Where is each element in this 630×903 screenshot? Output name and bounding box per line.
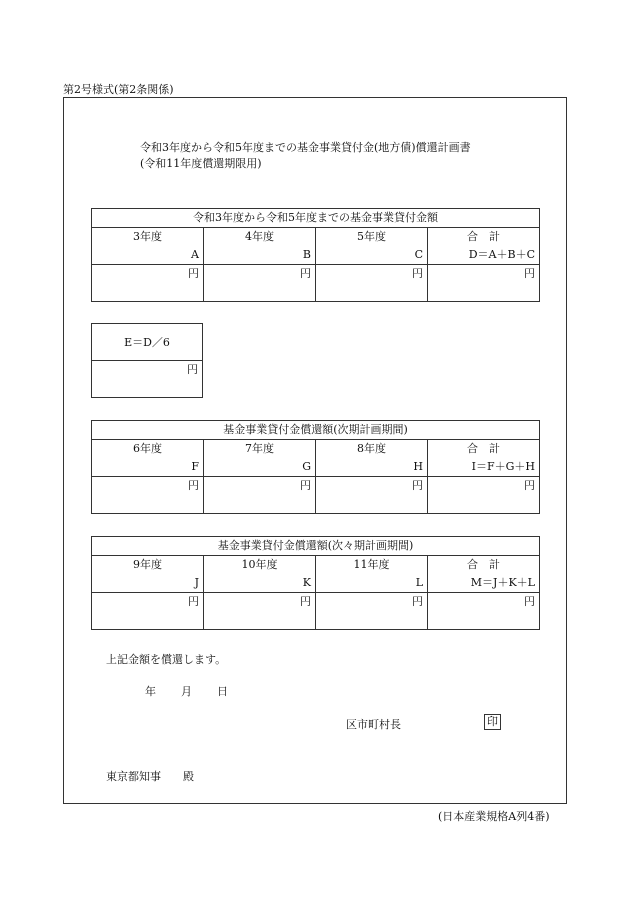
table3-label: J — [92, 574, 204, 593]
table3-header: 基金事業貸付金償還額(次々期計画期間) — [92, 537, 540, 556]
table2-value-cell[interactable]: 円 — [316, 477, 428, 514]
table1-year: 3年度 — [92, 228, 204, 247]
date-month: 月 — [181, 685, 192, 698]
table3-value-cell[interactable]: 円 — [316, 593, 428, 630]
seal-mark — [484, 714, 501, 730]
table2-value-cell[interactable]: 円 — [204, 477, 316, 514]
e-value-cell[interactable]: 円 — [92, 361, 203, 398]
table3-value-cell[interactable]: 円 — [204, 593, 316, 630]
table3-value-cell[interactable]: 円 — [92, 593, 204, 630]
table3-year: 11年度 — [316, 556, 428, 575]
table3-label: K — [204, 574, 316, 593]
table1-value-cell[interactable]: 円 — [204, 265, 316, 302]
addressee: 東京都知事 殿 — [106, 770, 194, 783]
table2-value-cell[interactable]: 円 — [92, 477, 204, 514]
table1-year: 合 計 — [428, 228, 540, 247]
table1-value-cell[interactable]: 円 — [92, 265, 204, 302]
date-day: 日 — [217, 685, 228, 698]
table1-label: D＝A＋B＋C — [428, 246, 540, 265]
table2-label: F — [92, 458, 204, 477]
table1-value-cell[interactable]: 円 — [316, 265, 428, 302]
repayment-statement: 上記金額を償還します。 — [106, 653, 227, 666]
loan-amount-table — [91, 208, 540, 302]
date-year: 年 — [145, 685, 156, 698]
paper-size-note: (日本産業規格A列4番) — [438, 810, 550, 823]
document-subtitle: (令和11年度償還期限用) — [140, 157, 262, 170]
table2-year: 8年度 — [316, 440, 428, 459]
table1-label: C — [316, 246, 428, 265]
signer-title: 区市町村長 — [346, 718, 401, 731]
table1-year: 5年度 — [316, 228, 428, 247]
table1-label: B — [204, 246, 316, 265]
table3-year: 合 計 — [428, 556, 540, 575]
form-label: 第2号様式(第2条関係) — [63, 83, 174, 96]
table2-label: G — [204, 458, 316, 477]
annual-amount-box — [91, 323, 203, 398]
table1-year: 4年度 — [204, 228, 316, 247]
following-period-table — [91, 536, 540, 630]
table1-value-cell[interactable]: 円 — [428, 265, 540, 302]
table3-year: 10年度 — [204, 556, 316, 575]
table2-label: H — [316, 458, 428, 477]
table3-year: 9年度 — [92, 556, 204, 575]
table2-header: 基金事業貸付金償還額(次期計画期間) — [92, 421, 540, 440]
seal-label: 印 — [484, 714, 501, 730]
table2-value-cell[interactable]: 円 — [428, 477, 540, 514]
table3-label: M＝J＋K＋L — [428, 574, 540, 593]
table3-label: L — [316, 574, 428, 593]
table2-year: 合 計 — [428, 440, 540, 459]
table2-year: 7年度 — [204, 440, 316, 459]
table2-label: I＝F＋G＋H — [428, 458, 540, 477]
table1-label: A — [92, 246, 204, 265]
document-title: 令和3年度から令和5年度までの基金事業貸付金(地方債)償還計画書 — [140, 141, 471, 154]
next-period-table — [91, 420, 540, 514]
table1-header: 令和3年度から令和5年度までの基金事業貸付金額 — [92, 209, 540, 228]
table2-year: 6年度 — [92, 440, 204, 459]
e-formula: E＝D／6 — [92, 324, 203, 361]
table3-value-cell[interactable]: 円 — [428, 593, 540, 630]
